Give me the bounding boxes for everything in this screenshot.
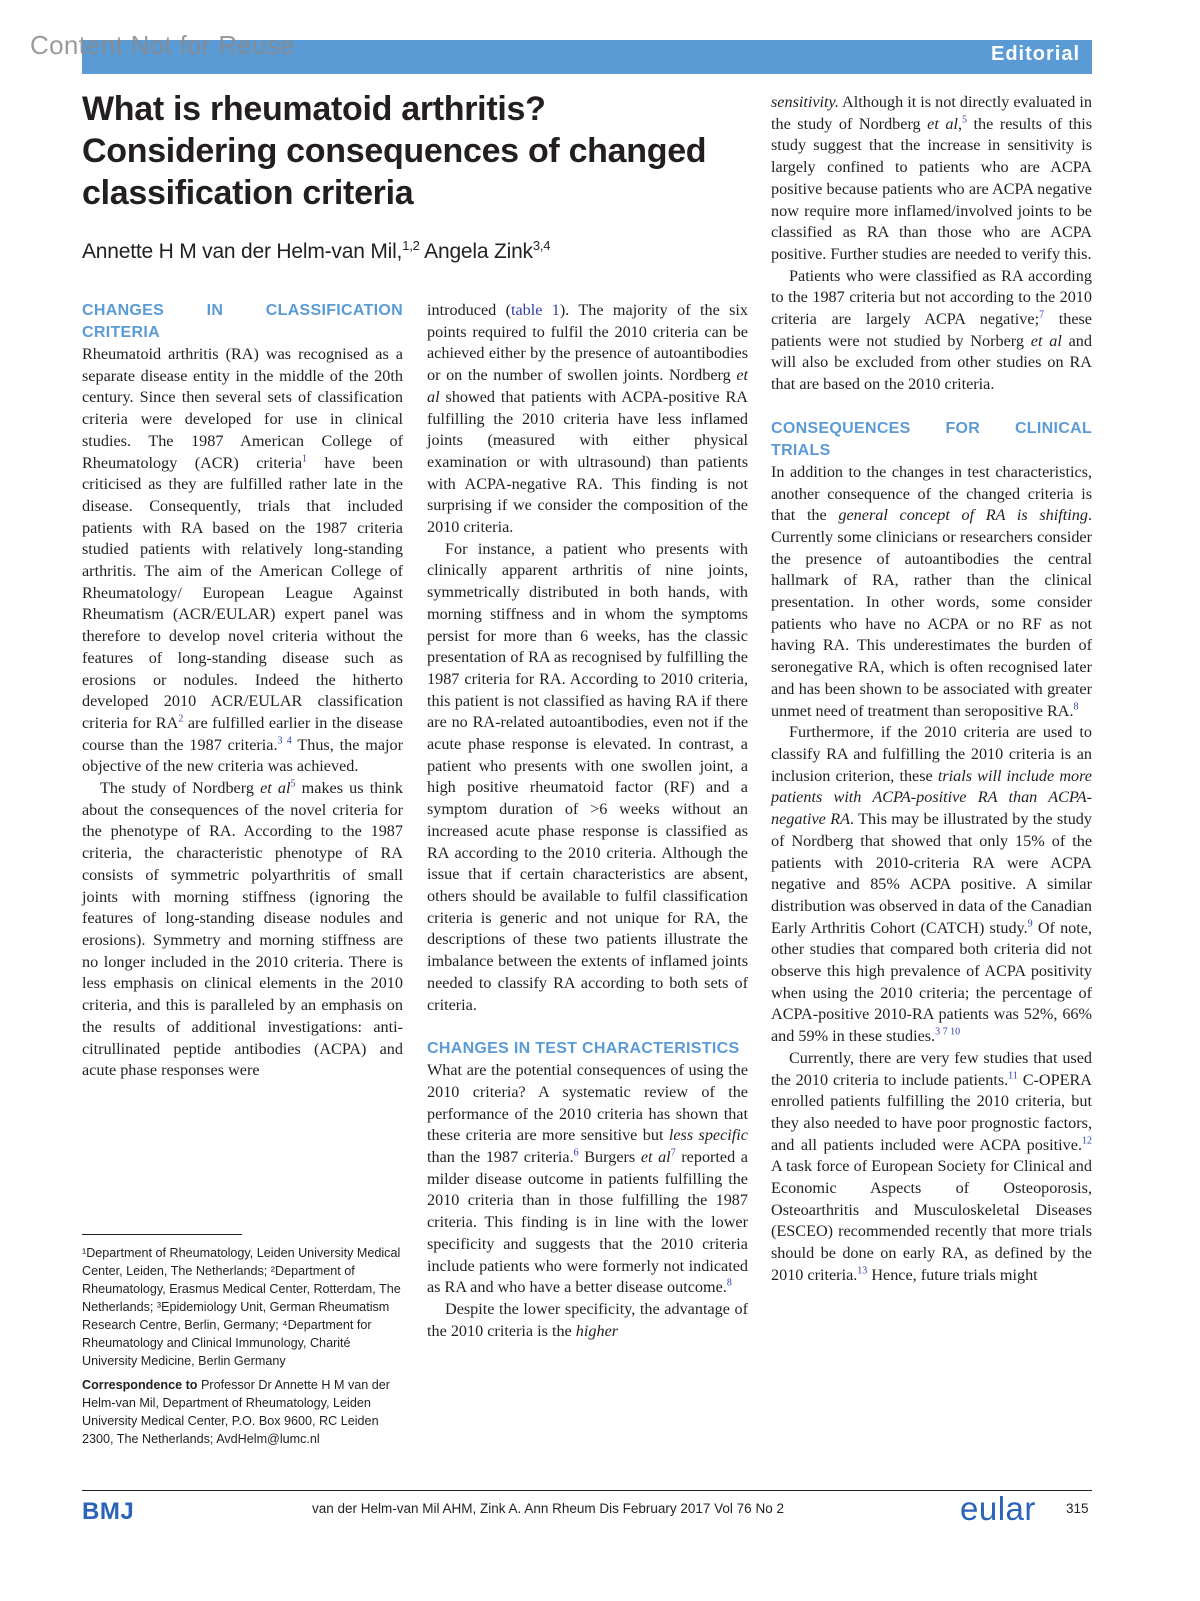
section-heading-classification: CHANGES IN CLASSIFICATION CRITERIA (82, 302, 403, 341)
section-heading-clinical-trials: CONSEQUENCES FOR CLINICAL TRIALS (771, 419, 1092, 459)
watermark: Content Not for Reuse (30, 30, 295, 60)
body-paragraph: Despite the lower specificity, the advantage of the 2010 criteria is the higher (427, 1299, 748, 1340)
page-number: 315 (1066, 1501, 1089, 1516)
affiliations: ¹Department of Rheumatology, Leiden University Medical Center, Leiden, The Netherlands; ²Department of Rheumatology, Erasmus Medical Center, Rotterdam, The Netherlands; ³Epidemiology Unit, German Rheumatism Research Centre, Berlin, Germany; ⁴Department for Rheumatology and Clinical Immunology, Charité University Medicine, Berlin Germany (82, 1246, 401, 1368)
author-1-affiliation: 1,2 (402, 238, 420, 253)
article-title: What is rheumatoid arthritis? Considering consequences of changed classification criteria (82, 90, 707, 212)
section-label: Editorial (990, 43, 1080, 65)
column-3 (771, 92, 1092, 1287)
column-1 (82, 300, 403, 1082)
correspondence-label: Correspondence to (82, 1378, 198, 1392)
body-paragraph: What are the potential consequences of using the 2010 criteria? A systematic review of the performance of the 2010 criteria has shown that these criteria are more sensitive but less specific than the 1987 criteria.$^6$ Burgers et al$^7$ reported a milder disease outcome in patients fulfilling the 2010 criteria than in those fulfilling the 1987 criteria. This finding is in line with the lower specificity and suggests that the 2010 criteria include patients who were formerly not indicated as RA and who have a better disease outcome.$^8$ (427, 1061, 748, 1297)
correspondence (82, 1376, 402, 1448)
body-paragraph: Patients who were classified as RA according to the 1987 criteria but not according to the 2010 criteria are largely ACPA negative;$^7$ these patients were not studied by Norberg et al and will also be excluded from other studies on RA that are based on the 2010 criteria. (771, 266, 1092, 394)
table-link[interactable]: table 1 (510, 301, 560, 319)
body-paragraph: Rheumatoid arthritis (RA) was recognised as a separate disease entity in the middle of the 20th century. Since then several sets of classification criteria were developed for use in clinical studies. The 1987 American College of Rheumatology (ACR) criteria$^1$ have been criticised as they are fulfilled rather late in the disease. Consequently, trials that included patients with RA based on the 1987 criteria studied patients with relatively long-standing arthritis. The aim of the American College of Rheumatology/ European League Against Rheumatism (ACR/EULAR) expert panel was therefore to develop novel criteria without the features of long-standing disease such as erosions or nodules. Indeed the hitherto developed 2010 ACR/EULAR classification criteria for RA$^2$ are fulfilled earlier in the disease course than the 1987 criteria.$^{3 4}$ Thus, the major objective of the new criteria was achieved. (82, 345, 403, 776)
author-1: Annette H M van der Helm-van Mil, (82, 240, 403, 263)
footnote-divider (82, 1234, 242, 1235)
body-paragraph: The study of Nordberg et al$^5$ makes us think about the consequences of the novel criteria for the phenotype of RA. According to the 1987 criteria, the characteristic phenotype of RA consists of symmetric polyarthritis of small joints with morning stiffness (ignoring the features of long-standing disease nodules and erosions). Symmetry and morning stiffness are no longer included in the 2010 criteria. There is less emphasis on clinical elements in the 2010 criteria, and this is paralleled by an emphasis on the results of additional investigations: anti-citrullinated peptide antibodies (ACPA) and acute phase responses were (82, 778, 403, 1080)
correspondence-text: Professor Dr Annette H M van der Helm-van Mil, Department of Rheumatology, Leiden University Medical Center, P.O. Box 9600, RC Leiden 2300, The Netherlands; AvdHelm@lumc.nl (82, 1378, 390, 1446)
body-paragraph: introduced (table 1). The majority of the six points required to fulfil the 2010 criteria can be achieved either by the presence of autoantibodies or on the number of swollen joints. Nordberg et al showed that patients with ACPA-positive RA fulfilling the 2010 criteria have less inflamed joints (measured with either physical examination or with ultrasound) than patients with ACPA-negative RA. This finding is not surprising if we consider the composition of the 2010 criteria. (427, 301, 749, 537)
section-heading-test-characteristics: CHANGES IN TEST CHARACTERISTICS (427, 1040, 740, 1058)
body-paragraph: For instance, a patient who presents with clinically apparent arthritis of nine joints, symmetrically distributed in both hands, with morning stiffness and in whom the symptoms persist for more than 6 weeks, has the classic presentation of RA as recognised by fulfilling the 1987 criteria for RA. According to 2010 criteria, this patient is not classified as having RA if there are no RA-related autoantibodies, even not if the acute phase response is elevated. In contrast, a patient who presents with one swollen joint, a high positive rheumatoid factor (RF) and a symptom duration of >6 weeks without an increased acute phase response is classified as RA according to the 2010 criteria. Although the issue that if certain characteristics are absent, others should be available to fulfil classification criteria is generic and not unique for RA, the descriptions of these two patients illustrate the imbalance between the extents of inflamed joints needed to classify RA according to both sets of criteria. (427, 539, 748, 1014)
author-2-affiliation: 3,4 (532, 238, 551, 253)
column-2 (427, 300, 748, 1342)
body-paragraph: Furthermore, if the 2010 criteria are used to classify RA and fulfilling the 2010 criteria is an inclusion criterion, these trials will include more patients with ACPA-positive RA than ACPA-negative RA. This may be illustrated by the study of Nordberg that showed that only 15% of the patients with 2010-criteria RA were ACPA negative and 85% ACPA positive. A similar distribution was observed in data of the Canadian Early Arthritis Cohort (CATCH) study.$^9$ Of note, other studies that compared both criteria did not observe this high prevalence of ACPA positivity when using the 2010 criteria; the percentage of ACPA-positive 2010-RA patients was 52%, 66% and 59% in these studies.$^{3 7 10}$ (771, 723, 1093, 1046)
bmj-logo: BMJ (82, 1498, 135, 1525)
eular-logo: eular (960, 1490, 1036, 1527)
author-2: Angela Zink (424, 240, 533, 263)
body-paragraph: Currently, there are very few studies that used the 2010 criteria to include patients.$^{11}$ C-OPERA enrolled patients fulfilling the 2010 criteria, but they also needed to have poor prognostic factors, and all patients included were ACPA positive.$^{12}$ A task force of European Society for Clinical and Economic Aspects of Osteoporosis, Osteoarthritis and Musculoskeletal Diseases (ESCEO) recommended recently that more trials should be done on early RA, as defined by the 2010 criteria.$^{13}$ Hence, future trials might (771, 1048, 1092, 1284)
footer-divider (82, 1490, 1092, 1491)
body-paragraph: In addition to the changes in test characteristics, another consequence of the changed criteria is that the general concept of RA is shifting. Currently some clinicians or researchers consider the presence of autoantibodies the central hallmark of RA, rather than the clinical presentation. In other words, some consider patients who have no ACPA or no RF as not having RA. This underestimates the burden of seronegative RA, which is often recognised later and has been shown to be associated with greater unmet need of treatment than seropositive RA.$^8$ (771, 462, 1092, 720)
author-line (82, 238, 550, 264)
citation: van der Helm-van Mil AHM, Zink A. Ann Rheum Dis February 2017 Vol 76 No 2 (312, 1501, 784, 1516)
body-paragraph: sensitivity. Although it is not directly evaluated in the study of Nordberg et al,$^5$ the results of this study suggest that the increase in sensitivity is largely confined to patients who are ACPA positive because patients who are ACPA negative now require more inflamed/involved joints to be classified as RA than those who are ACPA positive. Further studies are needed to verify this. (771, 93, 1093, 263)
footnotes (82, 1244, 402, 1454)
